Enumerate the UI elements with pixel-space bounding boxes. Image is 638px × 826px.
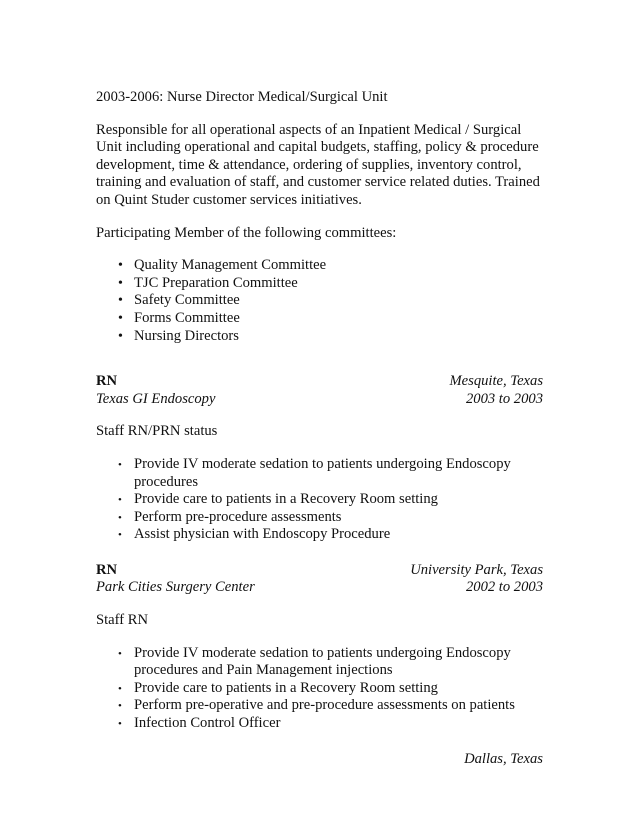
bullet-icon: •: [118, 529, 122, 542]
list-item: • Perform pre-procedure assessments: [96, 509, 543, 527]
list-item: • Quality Management Committee: [118, 257, 327, 274]
job-location: Mesquite, Texas: [449, 373, 543, 390]
resume-page: [96, 89, 543, 768]
bullet-icon: •: [118, 458, 122, 471]
job-duties-list: [96, 645, 543, 733]
section-heading: 2003-2006: Nurse Director Medical/Surgical Unit: [96, 89, 388, 105]
list-item: • Infection Control Officer: [96, 715, 543, 733]
section-description: Responsible for all operational aspects of an Inpatient Medical / Surgical Unit including operational and capital budgets, staffing, policy & procedure development, time & attendance, ordering of supplies, inventory control, training and evaluation of staff, and customer service related duties. Trained on Quint Studer customer services initiatives.: [96, 121, 540, 208]
bullet-icon: •: [118, 258, 123, 274]
bullet-icon: •: [118, 647, 122, 660]
job-status: Staff RN/PRN status: [96, 423, 218, 440]
list-item: • Assist physician with Endoscopy Procedure: [96, 526, 543, 544]
bullet-icon: •: [118, 275, 123, 291]
list-item: • Provide care to patients in a Recovery Room setting: [96, 491, 543, 509]
job-header: [96, 373, 543, 391]
list-item: • Provide IV moderate sedation to patients undergoing Endoscopy procedures: [118, 455, 511, 490]
job-dates: 2002 to 2003: [465, 579, 543, 596]
job-header: [96, 562, 543, 580]
bullet-icon: •: [118, 310, 123, 326]
list-item: • Provide care to patients in a Recovery Room setting: [96, 680, 543, 698]
bullet-icon: •: [118, 293, 123, 309]
list-item: • TJC Preparation Committee: [118, 274, 298, 291]
bullet-icon: •: [118, 511, 122, 524]
list-item: • Perform pre-operative and pre-procedure assessments on patients: [96, 697, 543, 715]
bullet-icon: •: [118, 494, 122, 507]
job-title: RN: [96, 561, 118, 578]
job-status: Staff RN: [96, 612, 149, 629]
committees-list: [96, 257, 543, 345]
job-duties-list: [96, 456, 543, 544]
bullet-icon: •: [118, 700, 122, 713]
list-item: • Provide IV moderate sedation to patients undergoing Endoscopy procedures and Pain Management injections: [118, 644, 511, 679]
committees-intro: Participating Member of the following committees:: [96, 224, 397, 241]
job-employer: Texas GI Endoscopy: [96, 390, 216, 407]
job-subheader: [96, 391, 543, 409]
job-subheader: [96, 579, 543, 597]
list-item: • Forms Committee: [118, 309, 240, 326]
job-location-row: [96, 751, 543, 769]
list-item: • Safety Committee: [118, 292, 240, 309]
bullet-icon: •: [118, 328, 123, 344]
list-item: • Nursing Directors: [118, 327, 239, 344]
bullet-icon: •: [118, 718, 122, 731]
job-dates: 2003 to 2003: [465, 390, 543, 407]
job-location: Dallas, Texas: [464, 750, 543, 767]
job-location: University Park, Texas: [410, 561, 543, 578]
job-employer: Park Cities Surgery Center: [96, 579, 255, 596]
bullet-icon: •: [118, 682, 122, 695]
job-title: RN: [96, 373, 118, 390]
